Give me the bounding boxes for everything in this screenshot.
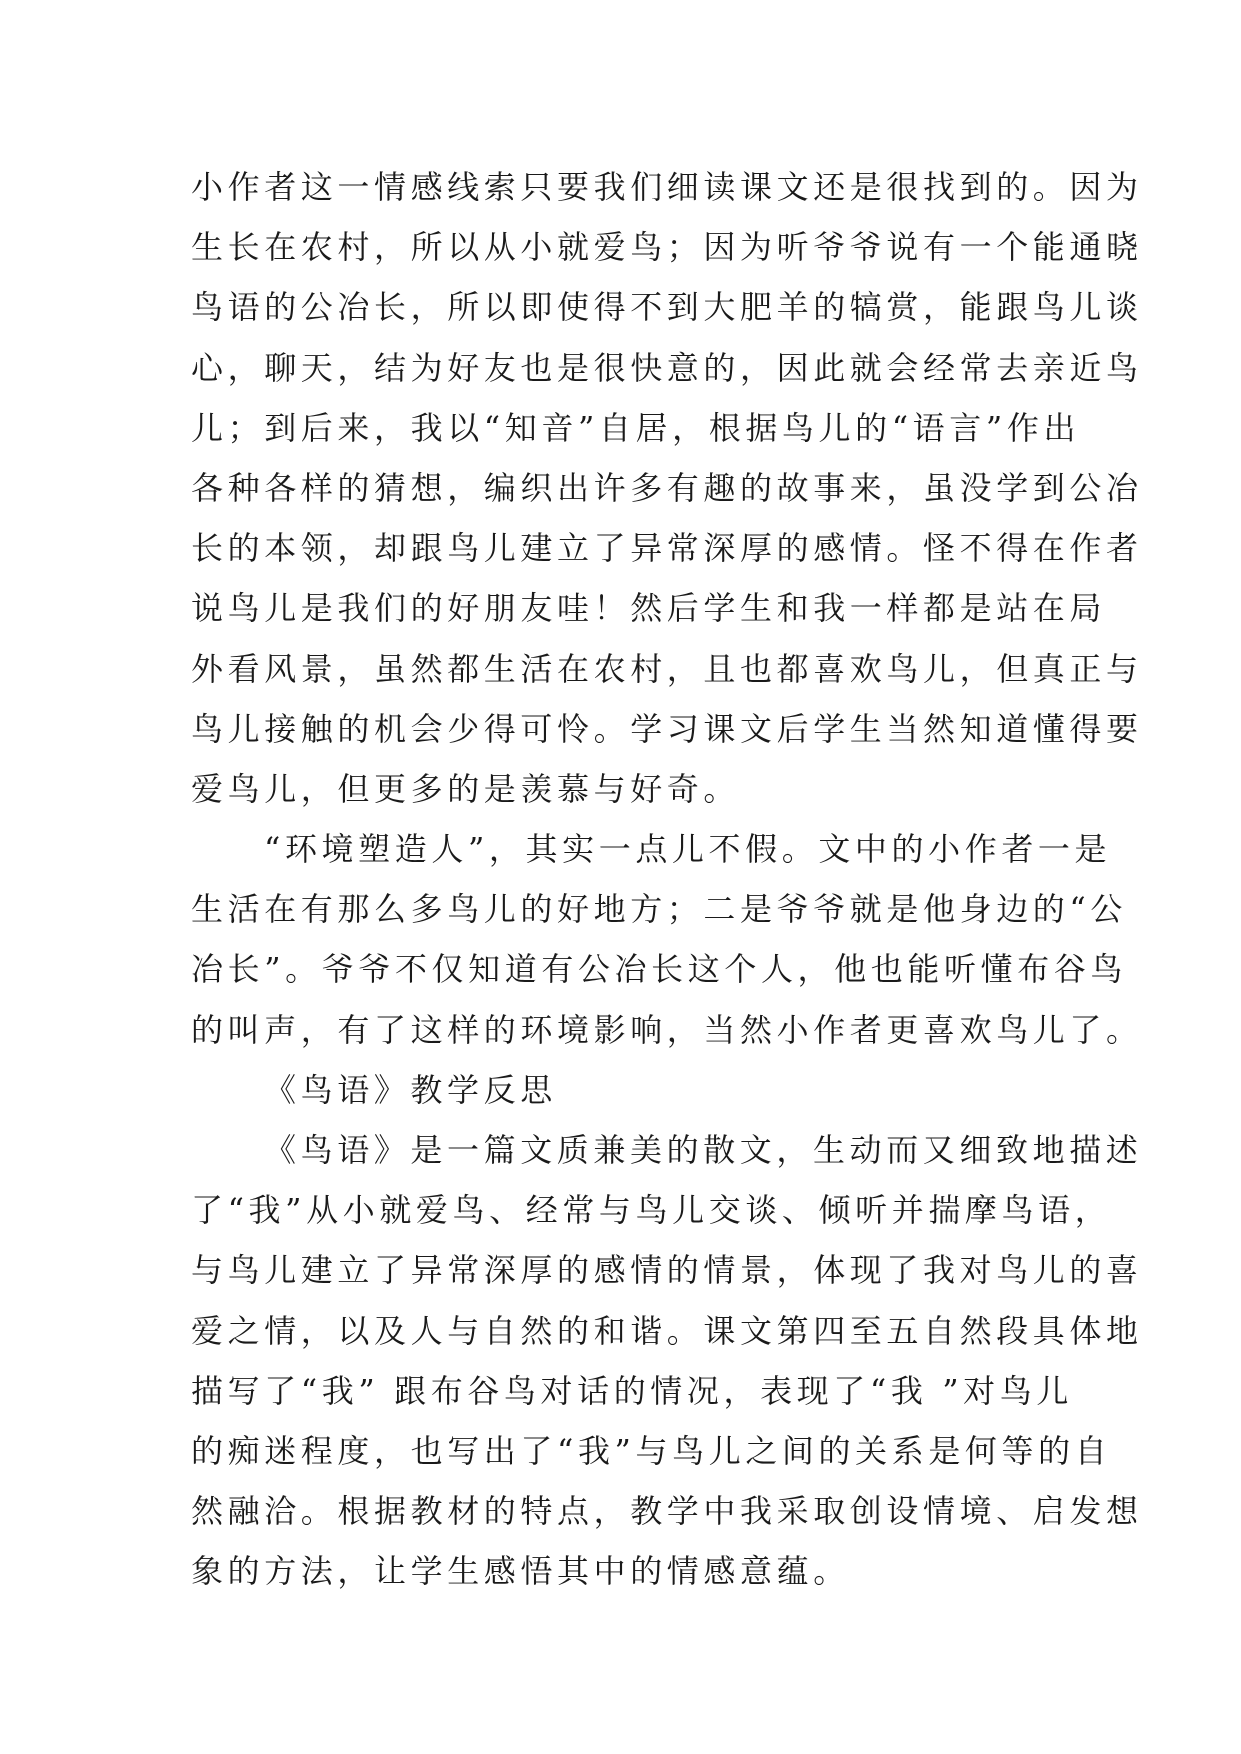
text-line: 外看风景，虽然都生活在农村，且也都喜欢鸟儿，但真正与	[191, 649, 1143, 688]
text-line: 《鸟语》是一篇文质兼美的散文，生动而又细致地描述	[264, 1131, 1143, 1169]
text-line: 说鸟儿是我们的好朋友哇！然后学生和我一样都是站在局	[191, 589, 1107, 628]
text-line: 鸟儿接触的机会少得可怜。学习课文后学生当然知道懂得要	[191, 709, 1143, 748]
text-line: 长的本领，却跟鸟儿建立了异常深厚的感情。怪不得在作者	[191, 529, 1143, 568]
text-line: 爱之情，以及人与自然的和谐。课文第四至五自然段具体地	[191, 1311, 1143, 1350]
text-line: 了“我”从小就爱鸟、经常与鸟儿交谈、倾听并揣摩鸟语，	[191, 1191, 1112, 1230]
text-line: “环境塑造人”，其实一点儿不假。文中的小作者一是	[264, 830, 1112, 869]
text-line: 与鸟儿建立了异常深厚的感情的情景，体现了我对鸟儿的喜	[191, 1251, 1143, 1290]
text-line: 心，聊天，结为好友也是很快意的，因此就会经常去亲近鸟	[191, 348, 1143, 387]
text-line: 描写了“我” 跟布谷鸟对话的情况，表现了“我 ”对鸟儿	[191, 1371, 1073, 1410]
text-line: 小作者这一情感线索只要我们细读课文还是很找到的。因为	[191, 168, 1143, 206]
paragraph-3	[191, 1120, 1143, 1602]
text-line: 的痴迷程度，也写出了“我”与鸟儿之间的关系是何等的自	[191, 1431, 1112, 1470]
heading-text: 《鸟语》教学反思	[264, 1070, 557, 1109]
paragraph-1	[191, 157, 1143, 819]
text-line: 冶长”。爷爷不仅知道有公冶长这个人，他也能听懂布谷鸟	[191, 950, 1127, 989]
text-line: 鸟语的公冶长，所以即使得不到大肥羊的犒赏，能跟鸟儿谈	[191, 288, 1143, 327]
text-line: 生活在有那么多鸟儿的好地方；二是爷爷就是他身边的“公	[191, 890, 1127, 929]
section-heading	[191, 1060, 1051, 1120]
text-line: 儿；到后来，我以“知音”自居，根据鸟儿的“语言”作出	[191, 408, 1081, 447]
text-line: 象的方法，让学生感悟其中的情感意蕴。	[191, 1552, 850, 1591]
text-line: 生长在农村，所以从小就爱鸟；因为听爷爷说有一个能通晓	[191, 228, 1143, 267]
text-line: 各种各样的猜想，编织出许多有趣的故事来，虽没学到公冶	[191, 468, 1143, 507]
text-line: 爱鸟儿，但更多的是羡慕与好奇。	[191, 769, 741, 808]
document-body	[191, 157, 1143, 1602]
paragraph-2	[191, 819, 1143, 1060]
text-line: 的叫声，有了这样的环境影响，当然小作者更喜欢鸟儿了。	[191, 1010, 1143, 1049]
text-line: 然融洽。根据教材的特点，教学中我采取创设情境、启发想	[191, 1492, 1143, 1531]
